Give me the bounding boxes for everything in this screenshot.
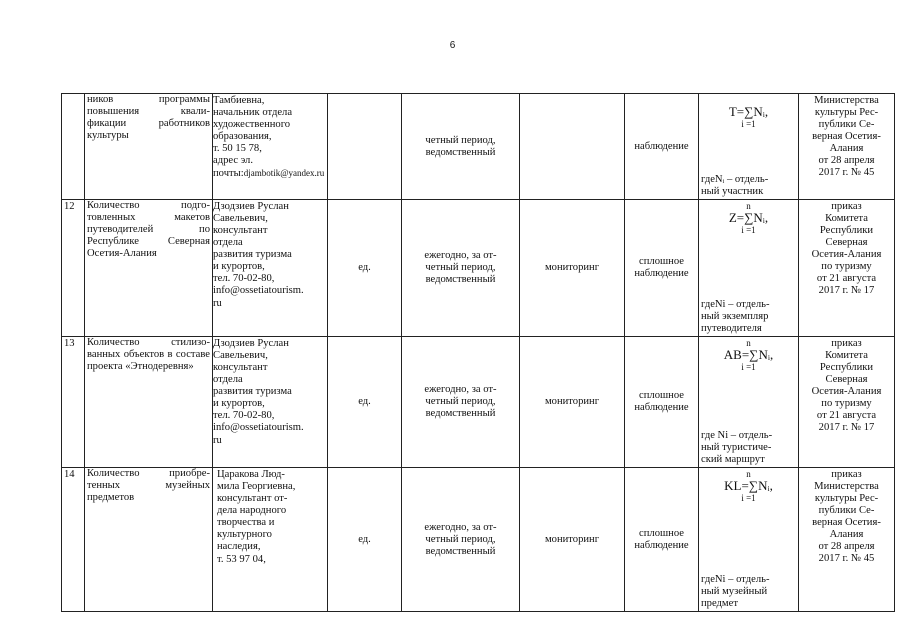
source-document: приказ Комитета Республики Северная Осетия-Алания по туризму от 21 августа 2017 г. № 17 [799, 337, 895, 468]
period-cell: ежегодно, за от- четный период, ведомственный [402, 337, 520, 468]
source-document: приказ Министерства культуры Рес- публики Се- верная Осетия- Алания от 28 апреля 2017 г. № 45 [799, 468, 895, 612]
row-number: 13 [62, 337, 85, 468]
method-cell [520, 94, 625, 200]
indicator-name: Количество подго-товленных макетов путеводителей по Республике Северная Осетия-Алания [85, 200, 213, 337]
period-cell: ежегодно, за от- четный период, ведомственный [402, 468, 520, 612]
formula-cell [699, 94, 799, 200]
table-row [62, 337, 895, 468]
formula-description: гдеNi – отдель- ный экземпляр путеводителя [701, 299, 770, 334]
observation-cell: сплошное наблюдение [625, 337, 699, 468]
indicator-name: Количество стилизо-ванных объектов в составе проекта «Этнодеревня» [85, 337, 213, 468]
formula-cell [699, 337, 799, 468]
period-cell: четный период, ведомственный [402, 94, 520, 200]
indicators-table [61, 93, 895, 612]
indicator-name: ников программы повышения квали-фикации работников культуры [85, 94, 213, 200]
formula-cell [699, 200, 799, 337]
page-number: 6 [449, 40, 456, 51]
formula-description: гдеNi – отдель- ный музейный предмет [701, 574, 770, 609]
source-document: приказ Комитета Республики Северная Осетия-Алания по туризму от 21 августа 2017 г. № 17 [799, 200, 895, 337]
unit-cell: ед. [328, 200, 402, 337]
period-cell: ежегодно, за от- четный период, ведомственный [402, 200, 520, 337]
method-cell: мониторинг [520, 337, 625, 468]
unit-cell: ед. [328, 468, 402, 612]
row-number: 14 [62, 468, 85, 612]
method-cell: мониторинг [520, 468, 625, 612]
responsible-person: Царакова Люд- мила Георгиевна, консультант от- дела народного творчества и культурного наследия, т. 53 97 04, [213, 468, 328, 612]
observation-cell: сплошное наблюдение [625, 468, 699, 612]
formula: n AB=∑Nᵢ, i =1 [723, 338, 774, 372]
row-number [62, 94, 85, 200]
unit-cell: ед. [328, 337, 402, 468]
formula: T=∑Nᵢ, i =1 [728, 104, 769, 129]
observation-cell: наблюдение [625, 94, 699, 200]
row-number: 12 [62, 200, 85, 337]
table-row [62, 94, 895, 200]
table-row [62, 468, 895, 612]
indicator-name: Количество приобре-тенных музейных предметов [85, 468, 213, 612]
responsible-person: Дзодзиев Руслан Савельевич, консультант отдела развития туризма и курортов, тел. 70-02-80, info@ossetiatourism. ru [213, 337, 328, 468]
responsible-person: Дзодзиев Руслан Савельевич, консультант отдела развития туризма и курортов, тел. 70-02-80, info@ossetiatourism. ru [213, 200, 328, 337]
responsible-person: Тамбиевна, начальник отдела художественного образования, т. 50 15 78, адрес эл. почты:djambotik@yandex.ru [213, 94, 328, 200]
email-text: djambotik@yandex.ru [243, 168, 325, 178]
unit-cell [328, 94, 402, 200]
observation-cell: сплошное наблюдение [625, 200, 699, 337]
formula: n KL=∑Nᵢ, i =1 [724, 469, 773, 503]
method-cell: мониторинг [520, 200, 625, 337]
table-row [62, 200, 895, 337]
formula-description: где Ni – отдель- ный туристиче- ский маршрут [701, 430, 773, 465]
formula-cell [699, 468, 799, 612]
formula-description: гдеNᵢ – отдель- ный участник [701, 174, 769, 197]
source-document: Министерства культуры Рес- публики Се- верная Осетия- Алания от 28 апреля 2017 г. № 45 [799, 94, 895, 200]
formula: n Z=∑Nᵢ, i =1 [728, 201, 769, 235]
